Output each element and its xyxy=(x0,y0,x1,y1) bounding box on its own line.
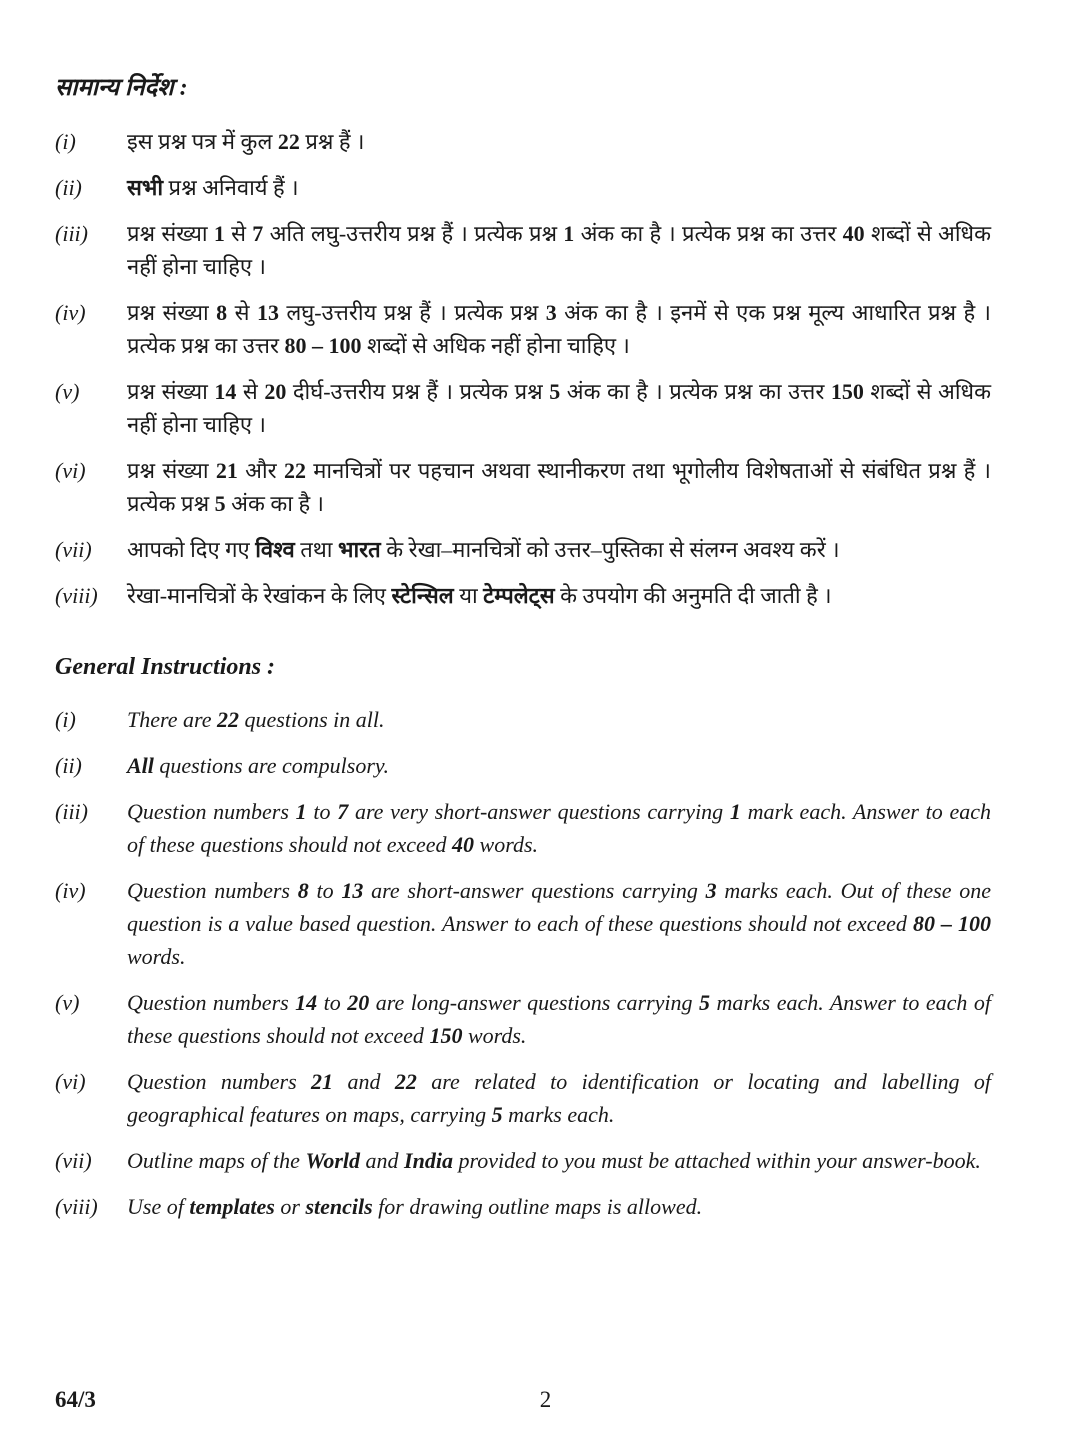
instruction-item xyxy=(55,125,991,158)
instruction-number: (iii) xyxy=(55,799,88,824)
instruction-item xyxy=(55,703,991,736)
english-instruction-list xyxy=(55,703,991,1223)
hindi-instruction-list xyxy=(55,125,991,612)
instruction-item xyxy=(55,579,991,612)
page-footer xyxy=(0,1383,1091,1413)
instruction-number: (vii) xyxy=(55,537,92,562)
instruction-number: (v) xyxy=(55,379,80,404)
instruction-item xyxy=(55,454,991,520)
instruction-text: आपको दिए गए विश्व तथा भारत के रेखा–मानचित्रों को उत्तर–पुस्तिका से संलग्न अवश्य करें । xyxy=(127,537,840,562)
instruction-item xyxy=(55,1144,991,1177)
instruction-number: (iv) xyxy=(55,878,86,903)
instruction-number: (iii) xyxy=(55,221,88,246)
instruction-text: Question numbers 21 and 22 are related to identification or locating and labelling of geographical features on maps, carrying 5 marks each. xyxy=(127,1069,992,1127)
instruction-number: (iv) xyxy=(55,300,86,325)
instruction-text: इस प्रश्न पत्र में कुल 22 प्रश्न हैं । xyxy=(127,129,365,154)
instruction-item xyxy=(55,795,991,861)
instruction-item xyxy=(55,296,991,362)
instruction-item xyxy=(55,1190,991,1223)
hindi-section-title: सामान्य निर्देश : xyxy=(55,75,188,101)
instruction-item xyxy=(55,171,991,204)
instruction-number: (viii) xyxy=(55,1194,98,1219)
instruction-item xyxy=(55,217,991,283)
instruction-item xyxy=(55,375,991,441)
instruction-number: (vii) xyxy=(55,1148,92,1173)
instruction-number: (i) xyxy=(55,707,76,732)
instruction-text: सभी प्रश्न अनिवार्य हैं । xyxy=(127,175,299,200)
instruction-number: (vi) xyxy=(55,458,86,483)
instruction-text: Outline maps of the World and India provided to you must be attached within your answer-book. xyxy=(127,1148,981,1173)
instruction-item xyxy=(55,749,991,782)
instruction-number: (ii) xyxy=(55,175,82,200)
instruction-text: प्रश्न संख्या 14 से 20 दीर्घ-उत्तरीय प्रश्न हैं । प्रत्येक प्रश्न 5 अंक का है । प्रत्येक प्रश्न का उत्तर 150 शब्दों से अधिक नहीं होना चाहिए । xyxy=(127,379,991,437)
instruction-text: Question numbers 1 to 7 are very short-answer questions carrying 1 mark each. Answer to each of these questions should not exceed 40 words. xyxy=(127,799,991,857)
instruction-text: Question numbers 14 to 20 are long-answer questions carrying 5 marks each. Answer to each of these questions should not exceed 150 words. xyxy=(127,990,991,1048)
instruction-item xyxy=(55,533,991,566)
instruction-item xyxy=(55,1065,991,1131)
instruction-item xyxy=(55,986,991,1052)
instruction-text: All questions are compulsory. xyxy=(127,753,389,778)
instruction-number: (v) xyxy=(55,990,80,1015)
instruction-text: रेखा-मानचित्रों के रेखांकन के लिए स्टेन्सिल या टेम्पलेट्स के उपयोग की अनुमति दी जाती है । xyxy=(127,583,832,608)
instruction-text: प्रश्न संख्या 21 और 22 मानचित्रों पर पहचान अथवा स्थानीकरण तथा भूगोलीय विशेषताओं से संबंधित प्रश्न हैं । प्रत्येक प्रश्न 5 अंक का है । xyxy=(127,458,991,516)
instruction-number: (viii) xyxy=(55,583,98,608)
english-section-title: General Instructions : xyxy=(55,654,276,680)
instruction-number: (i) xyxy=(55,129,76,154)
instruction-text: There are 22 questions in all. xyxy=(127,707,385,732)
instruction-text: प्रश्न संख्या 8 से 13 लघु-उत्तरीय प्रश्न हैं । प्रत्येक प्रश्न 3 अंक का है । इनमें से एक प्रश्न मूल्य आधारित प्रश्न है । प्रत्येक प्रश्न का उत्तर 80 – 100 शब्दों से अधिक नहीं होना चाहिए । xyxy=(127,300,991,358)
instruction-number: (ii) xyxy=(55,753,82,778)
instruction-text: प्रश्न संख्या 1 से 7 अति लघु-उत्तरीय प्रश्न हैं । प्रत्येक प्रश्न 1 अंक का है । प्रत्येक प्रश्न का उत्तर 40 शब्दों से अधिक नहीं होना चाहिए । xyxy=(127,221,991,279)
instruction-text: Use of templates or stencils for drawing outline maps is allowed. xyxy=(127,1194,703,1219)
paper-code: 64/3 xyxy=(55,1387,96,1412)
page-number: 2 xyxy=(539,1387,552,1412)
english-instructions-section xyxy=(55,654,991,1223)
hindi-instructions-section xyxy=(55,70,991,612)
instruction-number: (vi) xyxy=(55,1069,86,1094)
instruction-text: Question numbers 8 to 13 are short-answer questions carrying 3 marks each. Out of these one question is a value based question. Answer to each of these questions should not exceed 80 – 100 words. xyxy=(127,878,992,969)
instruction-item xyxy=(55,874,991,973)
